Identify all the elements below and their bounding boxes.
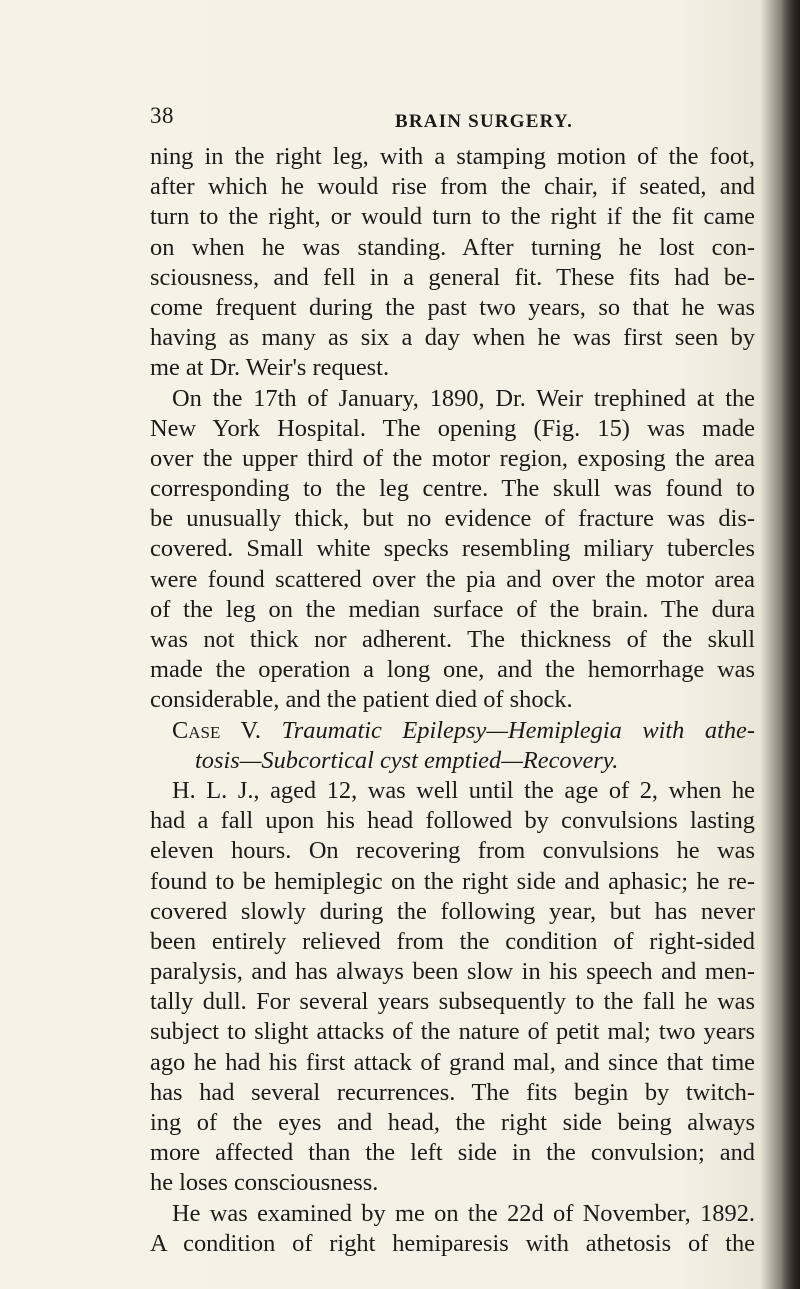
- text-line: H. L. J., aged 12, was well until the age of 2, when he: [172, 776, 755, 804]
- text-line: be unusually thick, but no evidence of fracture was dis-: [150, 505, 755, 533]
- text-line: covered slowly during the following year, but has never: [150, 897, 755, 925]
- page-header: [150, 103, 760, 143]
- text-line: eleven hours. On recovering from convulsions he was: [150, 837, 755, 865]
- text-line: On the 17th of January, 1890, Dr. Weir trephined at the: [172, 384, 755, 412]
- text-line: over the upper third of the motor region, exposing the area: [150, 444, 755, 472]
- text-line: ing of the eyes and head, the right side being always: [150, 1109, 755, 1136]
- text-line: me at Dr. Weir's request.: [150, 354, 390, 382]
- body-text: [150, 142, 755, 1259]
- text-line: has had several recurrences. The fits begin by twitch-: [150, 1078, 755, 1106]
- text-line: on when he was standing. After turning he lost con-: [150, 233, 755, 261]
- text-line: New York Hospital. The opening (Fig. 15) was made: [150, 414, 755, 442]
- case-title-continued: tosis—Subcortical cyst emptied—Recovery.: [195, 746, 619, 774]
- text-line: been entirely relieved from the condition of right-sided: [150, 927, 755, 955]
- text-line: of the leg on the median surface of the brain. The dura: [150, 595, 755, 623]
- text-line: were found scattered over the pia and over the motor area: [150, 565, 755, 593]
- text-line: come frequent during the past two years, so that he was: [150, 293, 755, 321]
- text-line: paralysis, and has always been slow in his speech and men-: [150, 958, 755, 986]
- text-line: covered. Small white specks resembling miliary tubercles: [150, 535, 755, 563]
- text-line: sciousness, and fell in a general fit. These fits had be-: [150, 263, 755, 291]
- text-line: corresponding to the leg centre. The skull was found to: [150, 475, 755, 503]
- text-line: He was examined by me on the 22d of November, 1892.: [172, 1199, 755, 1227]
- text-line: ago he had his first attack of grand mal, and since that time: [150, 1048, 755, 1076]
- text-line: having as many as six a day when he was first seen by: [150, 324, 755, 352]
- text-line: found to be hemiplegic on the right side and aphasic; he re-: [150, 867, 755, 895]
- text-line: subject to slight attacks of the nature of petit mal; two years: [150, 1018, 755, 1046]
- text-line: after which he would rise from the chair, if seated, and: [150, 173, 755, 201]
- text-line: more affected than the left side in the convulsion; and: [150, 1139, 755, 1167]
- text-line: had a fall upon his head followed by convulsions lasting: [150, 807, 755, 835]
- text-line: A condition of right hemiparesis with athetosis of the: [150, 1229, 755, 1257]
- text-line: tally dull. For several years subsequently to the fall he was: [150, 988, 755, 1016]
- case-title: Traumatic Epilepsy—Hemiplegia with athe-: [281, 716, 756, 744]
- running-title: BRAIN SURGERY.: [395, 111, 574, 132]
- text-line: turn to the right, or would turn to the right if the fit came: [150, 203, 755, 231]
- text-line: was not thick nor adherent. The thickness of the skull: [150, 626, 755, 653]
- text-line: considerable, and the patient died of shock.: [150, 686, 573, 714]
- page-number: 38: [150, 103, 174, 128]
- text-line: ning in the right leg, with a stamping motion of the foot,: [150, 143, 755, 170]
- text-line: made the operation a long one, and the hemorrhage was: [150, 656, 755, 684]
- page-edge-shadow: [782, 0, 800, 1289]
- text-line: he loses consciousness.: [150, 1169, 379, 1197]
- case-heading: [150, 716, 755, 746]
- case-label: Case V.: [172, 716, 262, 744]
